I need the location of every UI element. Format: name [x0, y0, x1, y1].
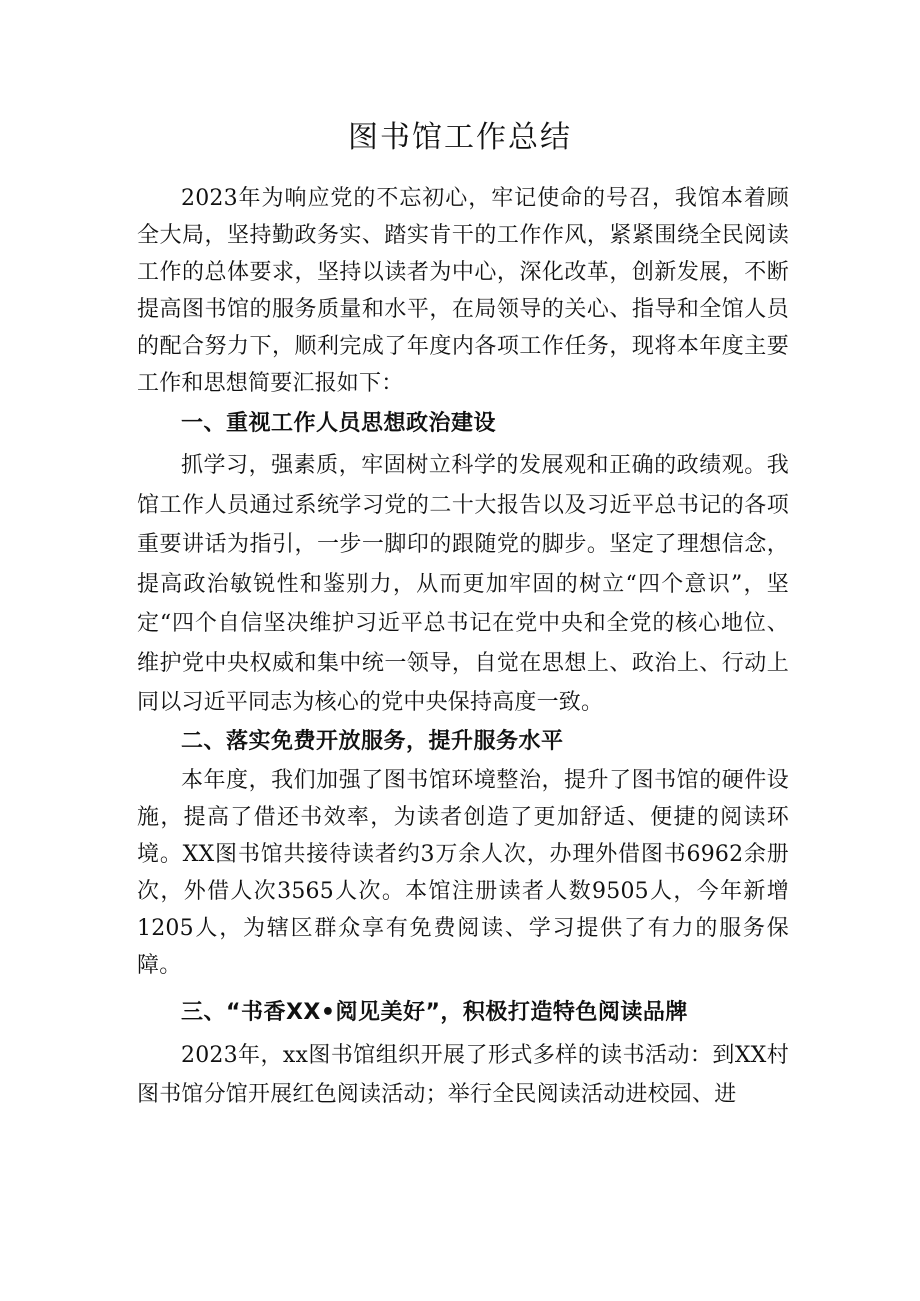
section-1 — [137, 446, 789, 723]
section-1-paragraph: 抓学习，强素质，牢固树立科学的发展观和正确的政绩观。我馆工作人员通过系统学习党的二十大报告以及习近平总书记的各项重要讲话为指引，一步一脚印的跟随党的脚步。坚定了理想信念，提高政治敏锐性和鉴别力，从而更加牢固的树立“四个意识”，坚定“四个自信坚决维护习近平总书记在党中央和全党的核心地位、维护党中央权威和集中统一领导，自觉在思想上、政治上、行动上同以习近平同志为核心的党中央保持高度一致。 — [137, 453, 789, 715]
document-title: 图书馆工作总结 — [348, 120, 572, 155]
section-2-paragraph: 本年度，我们加强了图书馆环境整治，提升了图书馆的硬件设施，提高了借还书效率，为读者创造了更加舒适、便捷的阅读环境。XX图书馆共接待读者约3万余人次，办理外借图书6962余册次，外借人次3565人次。本馆注册读者人数9505人，今年新增1205人，为辖区群众享有免费阅读、学习提供了有力的服务保障。 — [137, 767, 789, 978]
section-1-heading: 一、重视工作人员思想政治建设 — [181, 411, 497, 436]
section-3-paragraph: 2023年，xx图书馆组织开展了形式多样的读书活动：到XX村图书馆分馆开展红色阅读活动；举行全民阅读活动进校园、进 — [137, 1042, 789, 1107]
section-2-heading: 二、落实免费开放服务，提升服务水平 — [181, 728, 564, 754]
section-3-heading: 三、“书香XX•阅见美好”，积极打造特色阅读品牌 — [181, 999, 688, 1025]
document-body — [137, 180, 789, 1114]
intro-paragraph: 2023年为响应党的不忘初心，牢记使命的号召，我馆本着顾全大局，坚持勤政务实、踏实肯干的工作作风，紧紧围绕全民阅读工作的总体要求，坚持以读者为中心，深化改革，创新发展，不断提高图书馆的服务质量和水平，在局领导的关心、指导和全馆人员的配合努力下，顺利完成了年度内各项工作任务，现将本年度主要工作和思想简要汇报如下： — [137, 186, 789, 396]
